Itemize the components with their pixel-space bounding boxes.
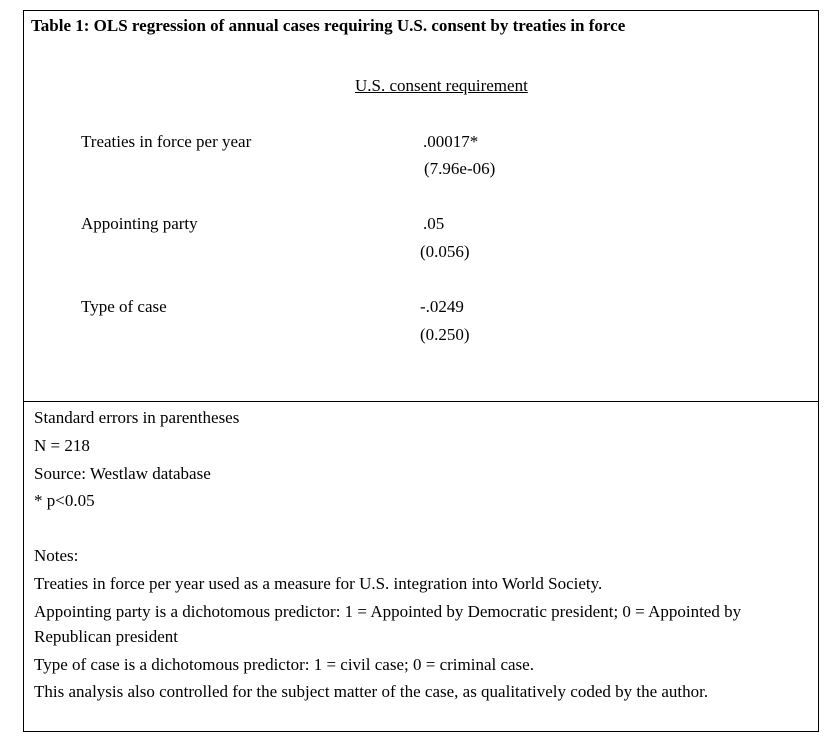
se-appointing-party: (0.056) [420,242,470,261]
footnote-standard-errors: Standard errors in parentheses [34,408,240,427]
notes-heading: Notes: [34,546,79,565]
note-appointing-party-cont: Republican president [34,627,178,646]
footnote-source: Source: Westlaw database [34,464,211,483]
note-type-of-case: Type of case is a dichotomous predictor: 1 = civil case; 0 = criminal case. [34,655,534,674]
coef-treaties: .00017* [423,132,479,151]
coef-type-of-case: -.0249 [420,297,464,316]
note-appointing-party: Appointing party is a dichotomous predictor: 1 = Appointed by Democratic president; 0 = Appointed by [34,602,742,621]
column-header: U.S. consent requirement [355,76,528,95]
se-treaties: (7.96e-06) [424,159,496,178]
coef-appointing-party: .05 [423,214,445,233]
table-frame [23,10,819,732]
row-label-treaties: Treaties in force per year [81,132,252,151]
note-controls: This analysis also controlled for the subject matter of the case, as qualitatively coded by the author. [34,682,709,701]
se-type-of-case: (0.250) [420,325,470,344]
note-treaties: Treaties in force per year used as a measure for U.S. integration into World Society. [34,574,603,593]
table-divider [23,401,819,402]
footnote-significance: * p<0.05 [34,491,95,510]
table-title: Table 1: OLS regression of annual cases requiring U.S. consent by treaties in force [31,16,626,35]
row-label-type-of-case: Type of case [81,297,167,316]
footnote-n: N = 218 [34,436,90,455]
row-label-appointing-party: Appointing party [81,214,198,233]
